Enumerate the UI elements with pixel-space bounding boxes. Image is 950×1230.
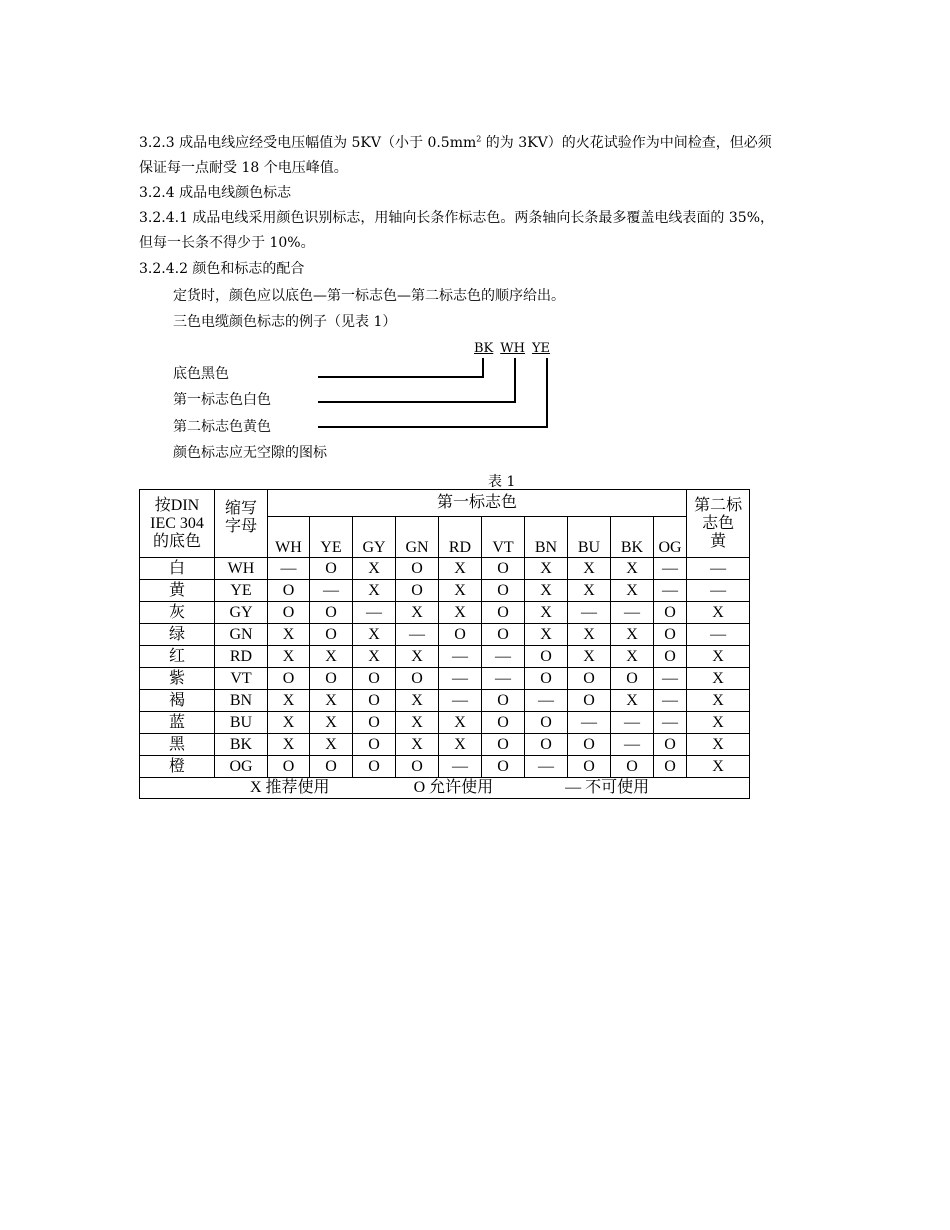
value-cell: X bbox=[268, 712, 310, 734]
value-cell: — bbox=[268, 558, 310, 580]
value-cell: O bbox=[611, 756, 654, 778]
table-caption: 表 1 bbox=[488, 474, 516, 490]
value-cell: — bbox=[353, 602, 396, 624]
value-cell: — bbox=[654, 668, 687, 690]
paragraph-3-2-3-line1 bbox=[139, 134, 772, 152]
header-line: 第二标 bbox=[694, 496, 743, 514]
header-line: 缩写 bbox=[224, 500, 257, 517]
value-cell: — bbox=[611, 602, 654, 624]
value-cell: — bbox=[611, 712, 654, 734]
table-legend bbox=[140, 778, 750, 799]
value-cell: X bbox=[310, 734, 353, 756]
second-marker-cell: X bbox=[687, 712, 750, 734]
base-color-cell: 橙 bbox=[140, 756, 215, 778]
code-cell: OG bbox=[215, 756, 268, 778]
value-cell: — bbox=[310, 580, 353, 602]
value-cell: O bbox=[482, 602, 525, 624]
value-cell: O bbox=[525, 712, 568, 734]
base-color-cell: 绿 bbox=[140, 624, 215, 646]
value-cell: O bbox=[310, 602, 353, 624]
value-cell: — bbox=[654, 690, 687, 712]
value-cell: X bbox=[396, 734, 439, 756]
value-cell: X bbox=[268, 734, 310, 756]
value-cell: — bbox=[525, 756, 568, 778]
value-cell: — bbox=[568, 712, 611, 734]
value-cell: O bbox=[353, 668, 396, 690]
value-cell: X bbox=[310, 646, 353, 668]
value-cell: X bbox=[525, 580, 568, 602]
second-marker-cell: — bbox=[687, 624, 750, 646]
value-cell: O bbox=[268, 580, 310, 602]
table-row bbox=[140, 624, 750, 646]
value-cell: O bbox=[268, 668, 310, 690]
header-base-color bbox=[140, 490, 215, 558]
header-line: 按DIN bbox=[154, 496, 200, 514]
header-line: IEC 304 bbox=[150, 514, 204, 532]
value-cell: O bbox=[310, 624, 353, 646]
header-line: 字母 bbox=[224, 518, 257, 535]
value-cell: X bbox=[353, 580, 396, 602]
value-cell: — bbox=[568, 602, 611, 624]
value-cell: X bbox=[611, 624, 654, 646]
second-marker-cell: X bbox=[687, 602, 750, 624]
legend-recommended: X 推荐使用 bbox=[250, 779, 330, 796]
first-marker-col-og: OG bbox=[654, 517, 687, 558]
value-cell: O bbox=[525, 668, 568, 690]
value-cell: O bbox=[525, 646, 568, 668]
table-row bbox=[140, 734, 750, 756]
table-row bbox=[140, 668, 750, 690]
base-color-cell: 白 bbox=[140, 558, 215, 580]
second-marker-cell: X bbox=[687, 734, 750, 756]
value-cell: O bbox=[568, 734, 611, 756]
value-cell: O bbox=[482, 756, 525, 778]
value-cell: — bbox=[439, 756, 482, 778]
first-marker-col-bk: BK bbox=[611, 517, 654, 558]
heading-3-2-4: 3.2.4 成品电线颜色标志 bbox=[139, 185, 292, 201]
value-cell: X bbox=[525, 558, 568, 580]
value-cell: X bbox=[568, 646, 611, 668]
order-text: 定货时，颜色应以底色—第一标志色—第二标志色的顺序给出。 bbox=[173, 288, 565, 304]
value-cell: O bbox=[611, 668, 654, 690]
value-cell: O bbox=[568, 690, 611, 712]
header-first-marker: 第一标志色 bbox=[268, 490, 687, 517]
value-cell: O bbox=[353, 690, 396, 712]
label-base-color: 底色黑色 bbox=[173, 366, 229, 382]
value-cell: X bbox=[568, 580, 611, 602]
second-marker-cell: X bbox=[687, 646, 750, 668]
value-cell: O bbox=[310, 668, 353, 690]
value-cell: — bbox=[611, 734, 654, 756]
value-cell: O bbox=[396, 558, 439, 580]
value-cell: X bbox=[396, 646, 439, 668]
value-cell: O bbox=[268, 756, 310, 778]
table-row bbox=[140, 690, 750, 712]
value-cell: X bbox=[439, 734, 482, 756]
paragraph-3-2-4-1-line1: 3.2.4.1 成品电线采用颜色识别标志，用轴向长条作标志色。两条轴向长条最多覆盖电线表面的 35%， bbox=[139, 210, 774, 226]
leader-line-second-vertical bbox=[546, 358, 548, 428]
first-marker-col-gn: GN bbox=[396, 517, 439, 558]
value-cell: O bbox=[310, 558, 353, 580]
value-cell: O bbox=[353, 756, 396, 778]
first-marker-col-bn: BN bbox=[525, 517, 568, 558]
value-cell: O bbox=[482, 624, 525, 646]
value-cell: X bbox=[611, 558, 654, 580]
leader-line-base bbox=[318, 376, 483, 378]
table-row bbox=[140, 646, 750, 668]
value-cell: X bbox=[268, 624, 310, 646]
value-cell: — bbox=[482, 668, 525, 690]
second-marker-cell: — bbox=[687, 558, 750, 580]
color-code-example bbox=[474, 341, 557, 357]
first-marker-col-vt: VT bbox=[482, 517, 525, 558]
base-color-cell: 红 bbox=[140, 646, 215, 668]
value-cell: X bbox=[396, 712, 439, 734]
value-cell: X bbox=[568, 558, 611, 580]
value-cell: O bbox=[396, 756, 439, 778]
label-first-marker: 第一标志色白色 bbox=[173, 392, 271, 408]
value-cell: X bbox=[268, 646, 310, 668]
value-cell: — bbox=[396, 624, 439, 646]
value-cell: X bbox=[525, 624, 568, 646]
value-cell: O bbox=[482, 558, 525, 580]
value-cell: O bbox=[654, 734, 687, 756]
text-segment: 的为 3KV）的火花试验作为中间检查，但必须 bbox=[481, 135, 772, 151]
code-second: YE bbox=[531, 341, 551, 356]
value-cell: X bbox=[439, 712, 482, 734]
code-cell: BN bbox=[215, 690, 268, 712]
code-cell: BK bbox=[215, 734, 268, 756]
value-cell: X bbox=[353, 558, 396, 580]
value-cell: X bbox=[439, 580, 482, 602]
leader-line-first bbox=[318, 401, 515, 403]
value-cell: O bbox=[353, 712, 396, 734]
base-color-cell: 灰 bbox=[140, 602, 215, 624]
value-cell: X bbox=[353, 624, 396, 646]
value-cell: O bbox=[353, 734, 396, 756]
value-cell: X bbox=[568, 624, 611, 646]
first-marker-col-ye: YE bbox=[310, 517, 353, 558]
value-cell: — bbox=[654, 712, 687, 734]
second-marker-cell: — bbox=[687, 580, 750, 602]
value-cell: O bbox=[482, 712, 525, 734]
value-cell: O bbox=[525, 734, 568, 756]
code-cell: YE bbox=[215, 580, 268, 602]
value-cell: O bbox=[439, 624, 482, 646]
leader-line-second bbox=[318, 426, 548, 428]
table-row bbox=[140, 580, 750, 602]
superscript: 2 bbox=[476, 134, 482, 144]
value-cell: O bbox=[482, 690, 525, 712]
value-cell: O bbox=[482, 580, 525, 602]
table-body bbox=[140, 558, 750, 778]
value-cell: O bbox=[268, 602, 310, 624]
header-line: 志色 bbox=[702, 514, 735, 532]
value-cell: X bbox=[268, 690, 310, 712]
table-row bbox=[140, 756, 750, 778]
value-cell: O bbox=[654, 624, 687, 646]
first-marker-col-wh: WH bbox=[268, 517, 310, 558]
label-second-marker: 第二标志色黄色 bbox=[173, 419, 271, 435]
code-cell: RD bbox=[215, 646, 268, 668]
first-marker-col-rd: RD bbox=[439, 517, 482, 558]
table-row bbox=[140, 602, 750, 624]
header-line: 黄 bbox=[710, 532, 727, 550]
base-color-cell: 黄 bbox=[140, 580, 215, 602]
value-cell: X bbox=[439, 602, 482, 624]
code-cell: VT bbox=[215, 668, 268, 690]
note-text: 颜色标志应无空隙的图标 bbox=[173, 445, 327, 461]
value-cell: O bbox=[654, 646, 687, 668]
value-cell: — bbox=[482, 646, 525, 668]
value-cell: X bbox=[396, 690, 439, 712]
value-cell: X bbox=[439, 558, 482, 580]
value-cell: — bbox=[439, 690, 482, 712]
heading-3-2-4-2: 3.2.4.2 颜色和标志的配合 bbox=[139, 261, 305, 277]
base-color-cell: 黑 bbox=[140, 734, 215, 756]
example-text: 三色电缆颜色标志的例子（见表 1） bbox=[173, 314, 397, 330]
value-cell: O bbox=[396, 580, 439, 602]
value-cell: — bbox=[525, 690, 568, 712]
color-combination-table bbox=[139, 489, 750, 799]
value-cell: X bbox=[611, 690, 654, 712]
value-cell: O bbox=[482, 734, 525, 756]
second-marker-cell: X bbox=[687, 690, 750, 712]
value-cell: O bbox=[654, 602, 687, 624]
base-color-cell: 紫 bbox=[140, 668, 215, 690]
legend-not-allowed: — 不可使用 bbox=[565, 779, 650, 796]
header-abbreviation bbox=[215, 490, 268, 558]
value-cell: X bbox=[396, 602, 439, 624]
value-cell: X bbox=[353, 646, 396, 668]
value-cell: O bbox=[396, 668, 439, 690]
code-first: WH bbox=[500, 341, 525, 356]
value-cell: X bbox=[525, 602, 568, 624]
value-cell: O bbox=[568, 756, 611, 778]
second-marker-cell: X bbox=[687, 668, 750, 690]
value-cell: X bbox=[611, 580, 654, 602]
value-cell: O bbox=[654, 756, 687, 778]
code-cell: WH bbox=[215, 558, 268, 580]
value-cell: — bbox=[654, 558, 687, 580]
first-marker-col-bu: BU bbox=[568, 517, 611, 558]
header-second-marker bbox=[687, 490, 750, 558]
paragraph-3-2-3-line2: 保证每一点耐受 18 个电压峰值。 bbox=[139, 160, 348, 176]
value-cell: X bbox=[611, 646, 654, 668]
first-marker-col-gy: GY bbox=[353, 517, 396, 558]
table-row bbox=[140, 558, 750, 580]
text-segment: 3.2.3 成品电线应经受电压幅值为 5KV（小于 0.5mm bbox=[139, 135, 477, 151]
table-row bbox=[140, 712, 750, 734]
code-cell: BU bbox=[215, 712, 268, 734]
code-base: BK bbox=[474, 341, 494, 356]
header-line: 的底色 bbox=[152, 532, 201, 550]
value-cell: — bbox=[439, 646, 482, 668]
base-color-cell: 蓝 bbox=[140, 712, 215, 734]
value-cell: X bbox=[310, 712, 353, 734]
leader-line-base-vertical bbox=[482, 358, 484, 378]
value-cell: O bbox=[568, 668, 611, 690]
paragraph-3-2-4-1-line2: 但每一长条不得少于 10%。 bbox=[139, 235, 315, 251]
code-cell: GY bbox=[215, 602, 268, 624]
value-cell: O bbox=[310, 756, 353, 778]
second-marker-cell: X bbox=[687, 756, 750, 778]
value-cell: — bbox=[439, 668, 482, 690]
value-cell: — bbox=[654, 580, 687, 602]
base-color-cell: 褐 bbox=[140, 690, 215, 712]
legend-allowed: O 允许使用 bbox=[413, 779, 494, 796]
code-cell: GN bbox=[215, 624, 268, 646]
leader-line-first-vertical bbox=[514, 358, 516, 403]
value-cell: X bbox=[310, 690, 353, 712]
